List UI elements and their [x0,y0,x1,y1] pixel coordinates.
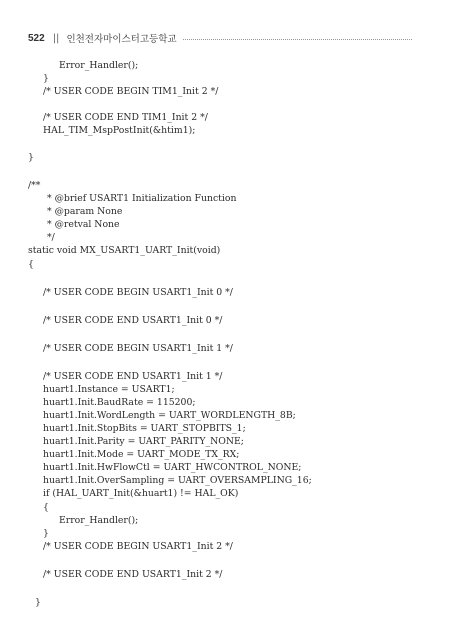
code-line: /* USER CODE END USART1_Init 1 */ [43,371,223,382]
code-line: } [28,152,34,163]
header-separator: || [52,32,60,44]
code-line: /* USER CODE BEGIN TIM1_Init 2 */ [43,86,219,97]
code-line: /* USER CODE END TIM1_Init 2 */ [43,112,208,123]
code-line: } [43,528,49,539]
code-line: huart1.Init.Parity = UART_PARITY_NONE; [43,436,244,447]
code-line: huart1.Init.OverSampling = UART_OVERSAMPLING_16; [43,475,312,486]
code-line: huart1.Init.Mode = UART_MODE_TX_RX; [43,449,240,460]
code-line: * @brief USART1 Initialization Function [47,193,237,204]
code-line: * @param None [47,206,123,217]
code-line: { [43,502,49,513]
code-line: */ [47,232,55,243]
code-line: } [43,73,49,84]
code-line: /* USER CODE BEGIN USART1_Init 2 */ [43,541,233,552]
code-line: huart1.Init.StopBits = UART_STOPBITS_1; [43,423,246,434]
code-line: static void MX_USART1_UART_Init(void) [28,245,221,256]
school-name: 인천전자마이스터고등학교 [66,34,177,45]
code-line: * @retval None [47,219,120,230]
code-line: /* USER CODE END USART1_Init 0 */ [43,315,223,326]
code-line: /* USER CODE END USART1_Init 2 */ [43,569,223,580]
code-line: huart1.Init.BaudRate = 115200; [43,397,196,408]
code-line: if (HAL_UART_Init(&huart1) != HAL_OK) [43,488,239,499]
code-line: huart1.Instance = USART1; [43,384,175,395]
code-line: } [35,597,41,608]
code-line: /* USER CODE BEGIN USART1_Init 1 */ [43,343,233,354]
code-line: huart1.Init.WordLength = UART_WORDLENGTH_8B; [43,410,296,421]
code-line: /** [28,180,41,191]
code-line: Error_Handler(); [59,60,139,71]
code-line: Error_Handler(); [59,515,139,526]
code-line: { [28,259,34,270]
code-line: huart1.Init.HwFlowCtl = UART_HWCONTROL_NONE; [43,462,302,473]
code-line: HAL_TIM_MspPostInit(&htim1); [43,125,196,136]
code-line: /* USER CODE BEGIN USART1_Init 0 */ [43,287,233,298]
page-number: 522 [28,32,45,44]
